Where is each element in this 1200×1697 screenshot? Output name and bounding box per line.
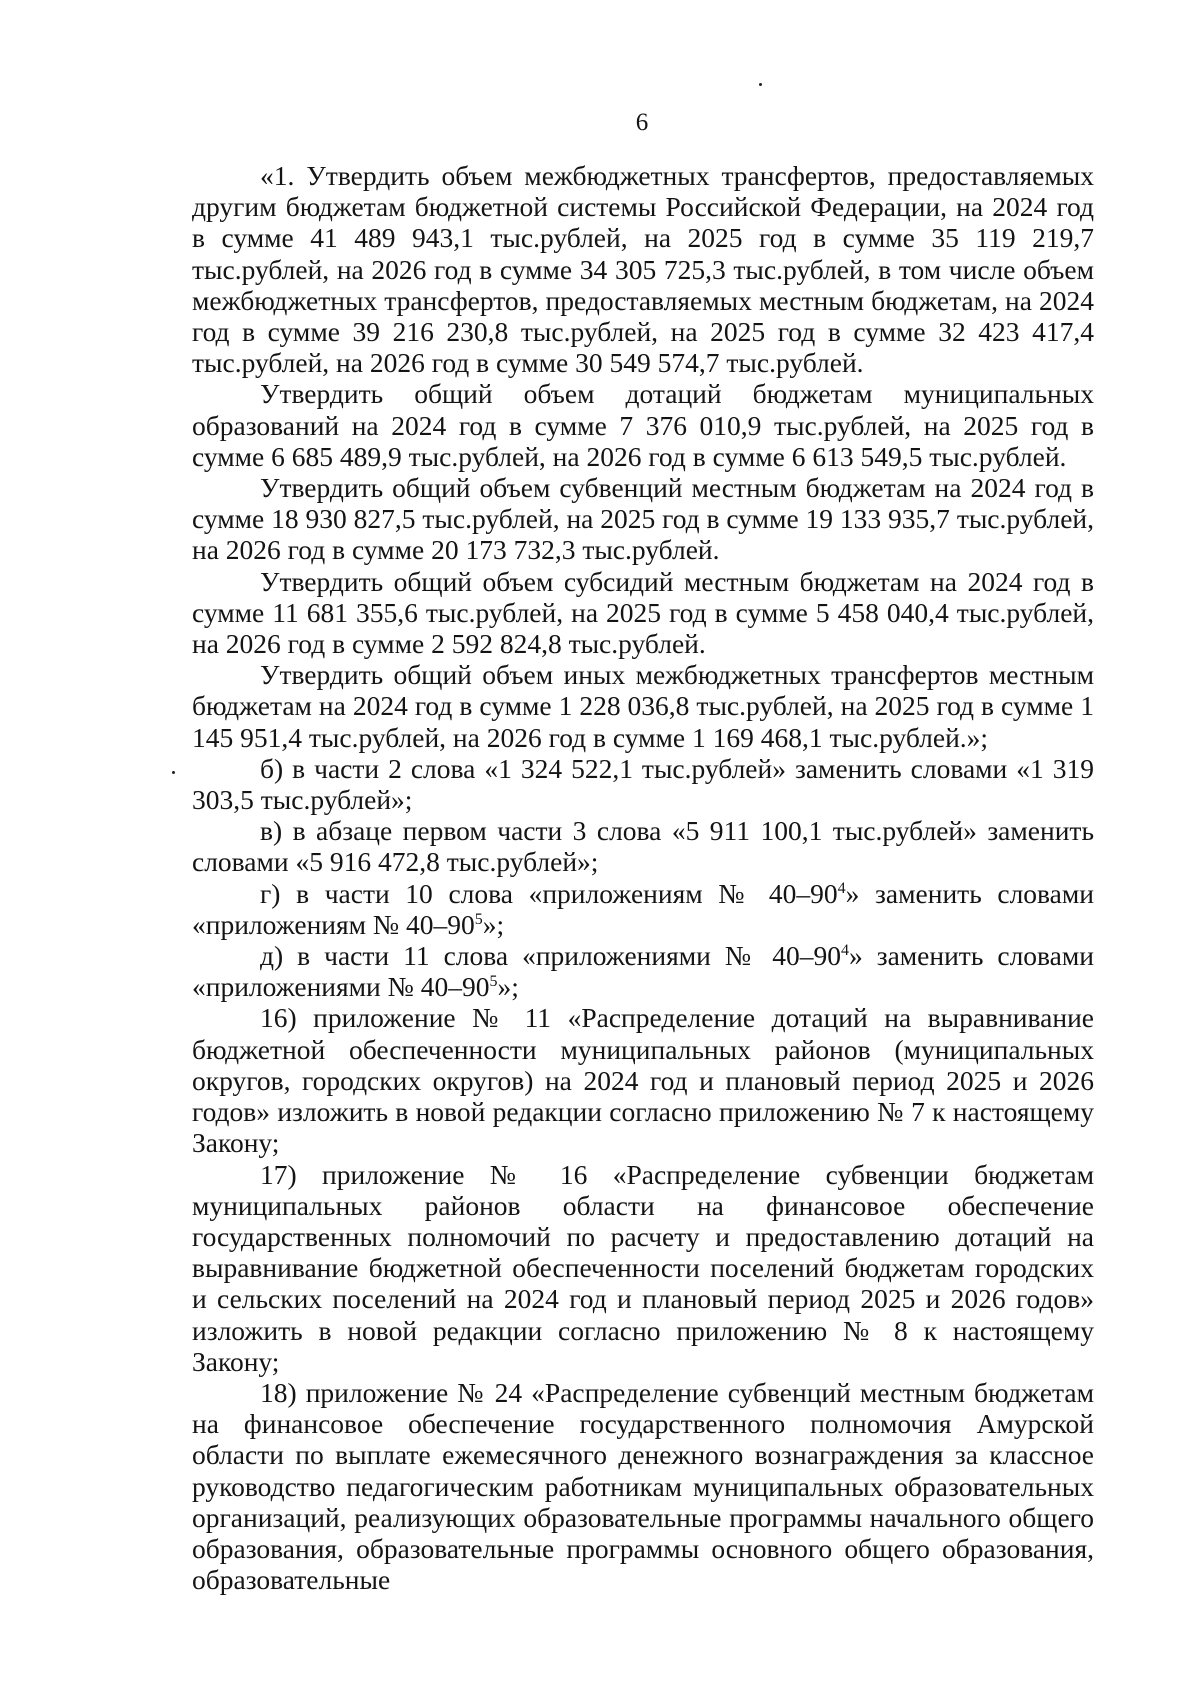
- text-run: » заменить словами «приложениям № 40–90: [192, 877, 1094, 940]
- superscript: 4: [840, 941, 849, 959]
- paragraph-item-16: 16) приложение № 11 «Распределение дотаций на выравнивание бюджетной обеспеченности муниципальных районов (муниципальных округов, городских округов) на 2024 год и плановый период 2025 и 2026 годов» изложить в новой редакции согласно приложению № 7 к настоящему Закону;: [192, 1002, 1094, 1159]
- superscript: 5: [474, 910, 483, 928]
- paragraph-item-b: б) в части 2 слова «1 324 522,1 тыс.рублей» заменить словами «1 319 303,5 тыс.рублей»;: [192, 752, 1094, 816]
- text-run: »;: [482, 908, 505, 940]
- paragraph-transfers-total: «1. Утвердить объем межбюджетных трансфертов, предоставляемых другим бюджетам бюджетной системы Российской Федерации, на 2024 год в сумме 41 489 943,1 тыс.рублей, на 2025 год в сумме 35 119 219,7 тыс.рублей, на 2026 год в сумме 34 305 725,3 тыс.рублей, в том числе объем межбюджетных трансфертов, предоставляемых местным бюджетам, на 2024 год в сумме 39 216 230,8 тыс.рублей, на 2025 год в сумме 32 423 417,4 тыс.рублей, на 2026 год в сумме 30 549 574,7 тыс.рублей.: [192, 160, 1094, 379]
- text-run: д) в части 11 слова «приложениями № 40–90: [260, 940, 841, 972]
- paragraph-item-18: 18) приложение № 24 «Распределение субвенций местным бюджетам на финансовое обеспечение государственного полномочия Амурской области по выплате ежемесячного денежного вознаграждения за классное руководство педагогическим работникам муниципальных образовательных организаций, реализующих образовательные программы начального общего образования, образовательные программы основного общего образования, образовательные: [192, 1376, 1094, 1596]
- document-body: [192, 160, 1094, 1595]
- superscript: 4: [837, 879, 846, 897]
- paragraph-subventions: Утвердить общий объем субвенций местным бюджетам на 2024 год в сумме 18 930 827,5 тыс.рублей, на 2025 год в сумме 19 133 935,7 тыс.рублей, на 2026 год в сумме 20 173 732,3 тыс.рублей.: [192, 472, 1094, 566]
- text-run: г) в части 10 слова «приложениям № 40–90: [260, 877, 838, 909]
- paragraph-item-17: 17) приложение № 16 «Распределение субвенции бюджетам муниципальных районов области на финансовое обеспечение государственных полномочий по расчету и предоставлению дотаций на выравнивание бюджетной обеспеченности поселений бюджетам городских и сельских поселений на 2024 год и плановый период 2025 и 2026 годов» изложить в новой редакции согласно приложению № 8 к настоящему Закону;: [192, 1158, 1094, 1377]
- scan-speck: [759, 83, 762, 86]
- paragraph-subsidies: Утвердить общий объем субсидий местным бюджетам на 2024 год в сумме 11 681 355,6 тыс.рублей, на 2025 год в сумме 5 458 040,4 тыс.рублей, на 2026 год в сумме 2 592 824,8 тыс.рублей.: [192, 565, 1094, 660]
- page-number: 6: [635, 109, 649, 136]
- paragraph-item-v: в) в абзаце первом части 3 слова «5 911 100,1 тыс.рублей» заменить словами «5 916 472,8 тыс.рублей»;: [192, 815, 1094, 878]
- scan-speck: [172, 771, 175, 774]
- text-run: »;: [497, 971, 519, 1003]
- paragraph-item-d: [192, 940, 1094, 1002]
- paragraph-item-g: [192, 878, 1094, 940]
- paragraph-dotations: Утвердить общий объем дотаций бюджетам муниципальных образований на 2024 год в сумме 7 376 010,9 тыс.рублей, на 2025 год в сумме 6 685 489,9 тыс.рублей, на 2026 год в сумме 6 613 549,5 тыс.рублей.: [192, 378, 1094, 472]
- text-run: » заменить словами «приложениями № 40–90: [192, 940, 1094, 1003]
- paragraph-other-transfers: Утвердить общий объем иных межбюджетных трансфертов местным бюджетам на 2024 год в сумме 1 228 036,8 тыс.рублей, на 2025 год в сумме 1 145 951,4 тыс.рублей, на 2026 год в сумме 1 169 468,1 тыс.рублей.»;: [192, 659, 1094, 753]
- superscript: 5: [489, 973, 498, 991]
